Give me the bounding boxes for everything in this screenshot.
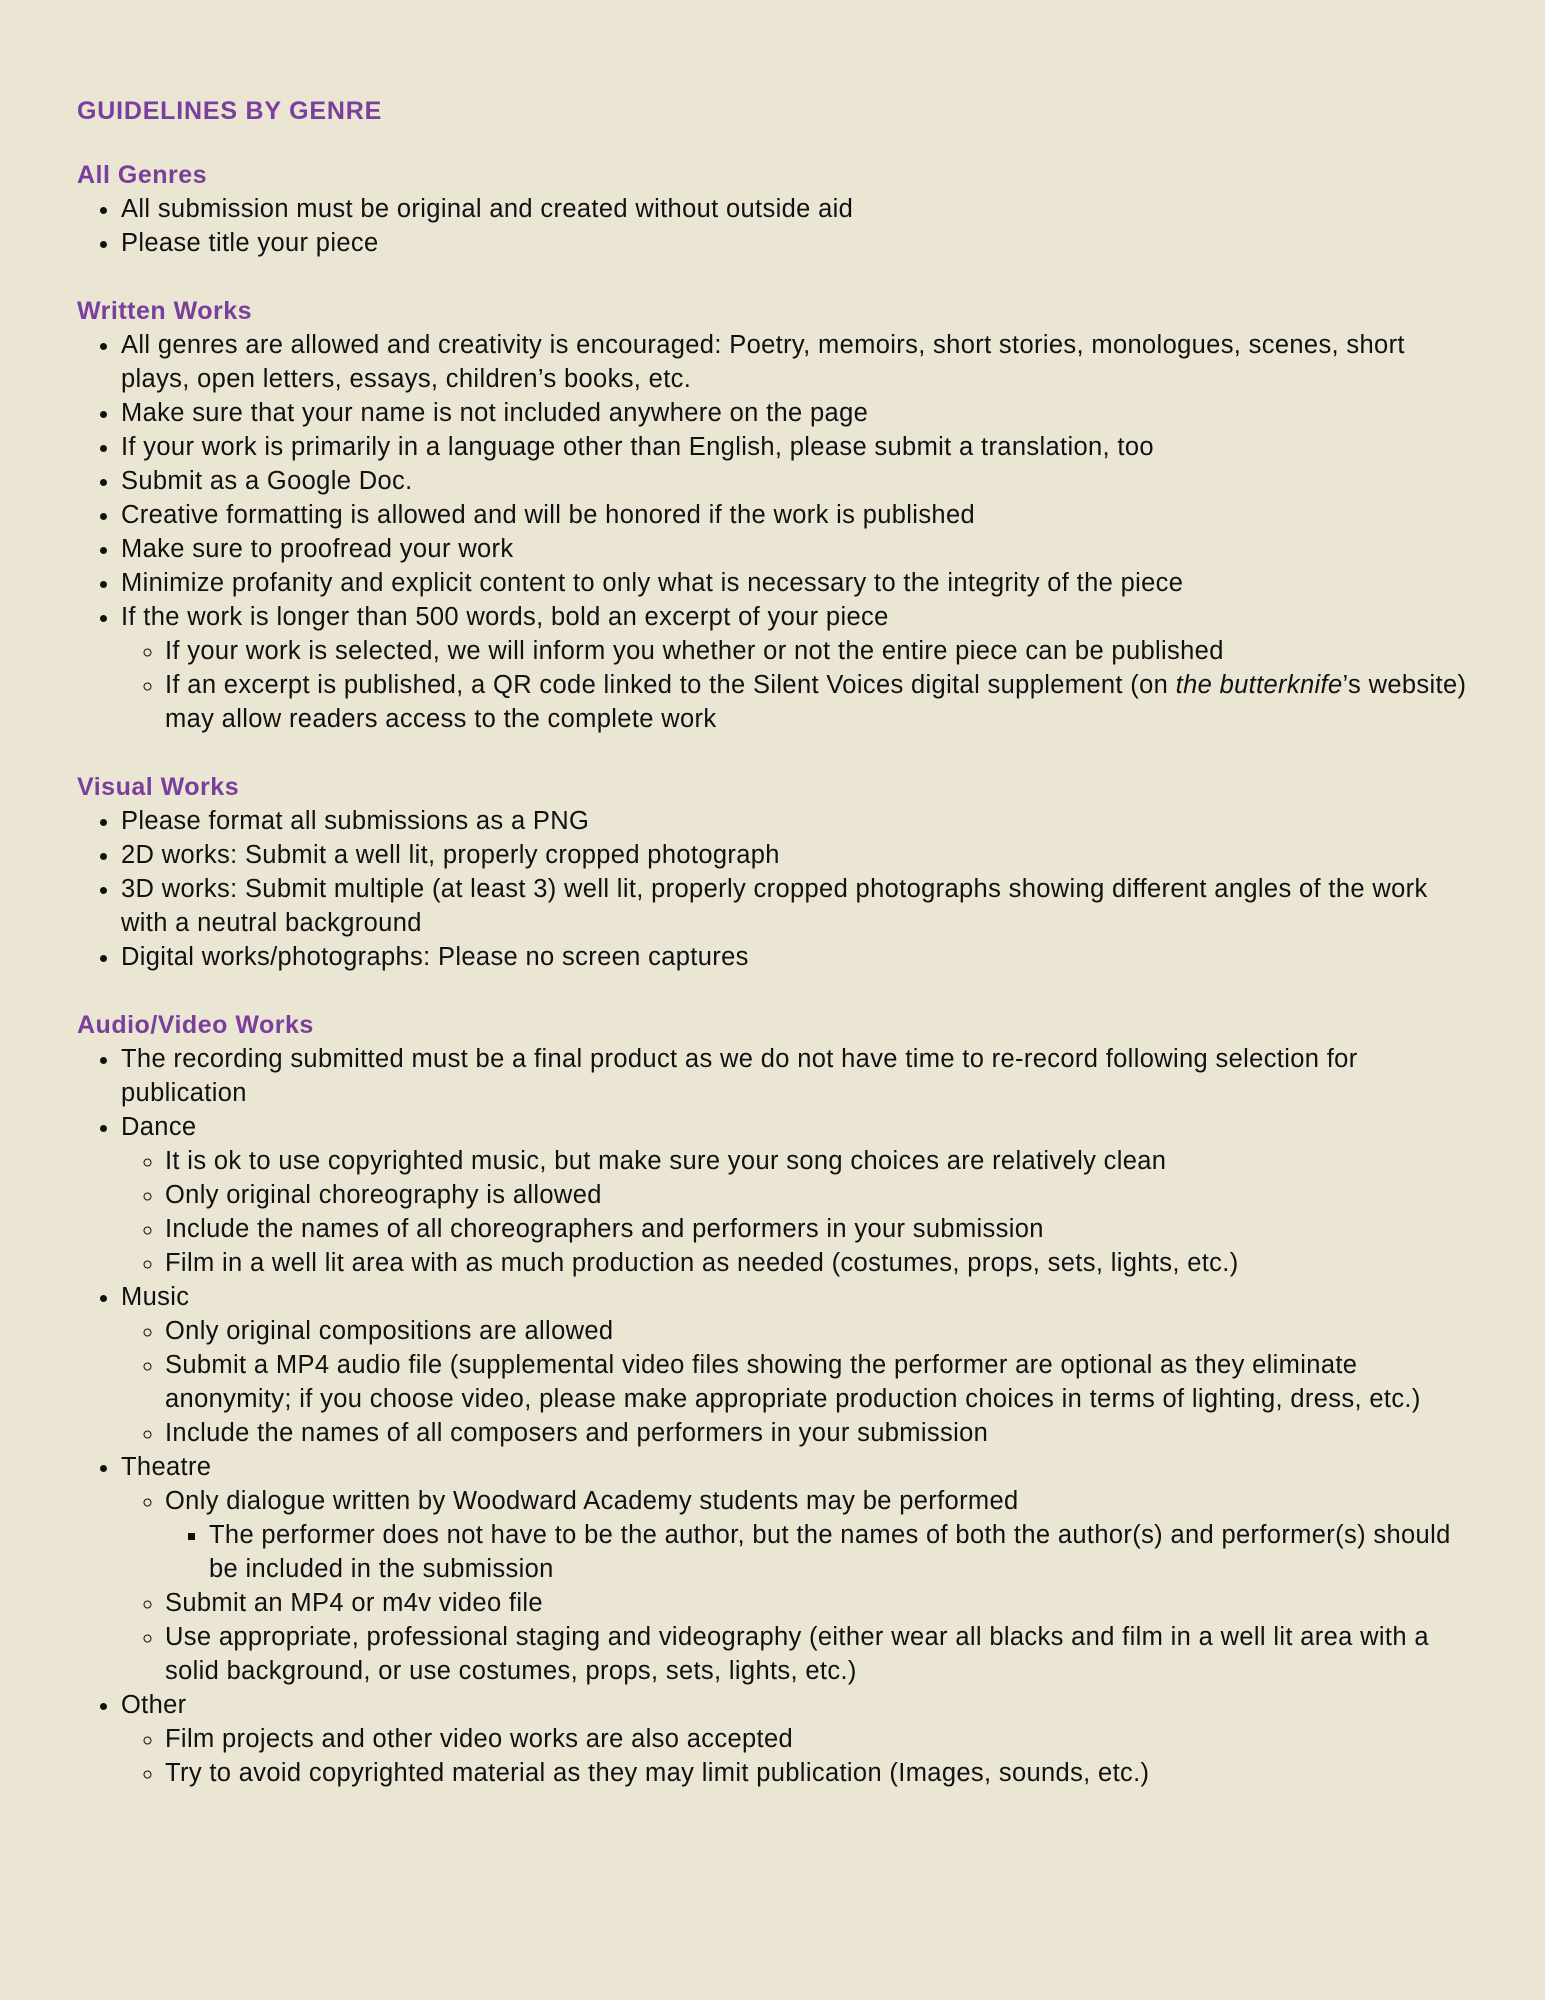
sub-sub-list-item: ▪ The performer does not have to be the author, but the names of both the author(s) and performer(s) should be included in the submission [209, 1518, 1477, 1586]
sub-list-item [165, 1484, 1477, 1586]
section-all-genres [77, 158, 1477, 260]
sub-list-item: ◦ Film projects and other video works are also accepted [165, 1722, 1477, 1756]
bullet-list [77, 1042, 1477, 1790]
section-visual-works [77, 770, 1477, 974]
list-item: • 2D works: Submit a well lit, properly cropped photograph [121, 838, 1477, 872]
sub-list-item: ◦ Use appropriate, professional staging and videography (either wear all blacks and film in a well lit area with a solid background, or use costumes, props, sets, lights, etc.) [165, 1620, 1477, 1688]
guidelines-document [77, 94, 1477, 1824]
list-item [121, 1450, 1477, 1688]
text-segment: ’s website) may allow readers access to the complete work [165, 671, 1467, 733]
list-item: • The recording submitted must be a final product as we do not have time to re-record following selection for publication [121, 1042, 1477, 1110]
publication-name: the butterknife [1175, 671, 1343, 699]
sub-list-item: ◦ Only original choreography is allowed [165, 1178, 1477, 1212]
sub-list-item: ◦ Include the names of all choreographers and performers in your submission [165, 1212, 1477, 1246]
bullet-list [77, 192, 1477, 260]
sub-list-item: ◦ Only original compositions are allowed [165, 1314, 1477, 1348]
list-item [121, 1110, 1477, 1280]
list-item-text: Theatre [121, 1453, 212, 1481]
list-item: • Make sure to proofread your work [121, 532, 1477, 566]
section-heading: Written Works [77, 297, 253, 325]
sub-sub-list [165, 1518, 1477, 1586]
bullet-list [77, 328, 1477, 736]
bullet-list [77, 804, 1477, 974]
document-title: GUIDELINES BY GENRE [77, 97, 383, 125]
sub-list-item: ◦ It is ok to use copyrighted music, but make sure your song choices are relatively clean [165, 1144, 1477, 1178]
text-segment: If an excerpt is published, a QR code linked to the Silent Voices digital supplement (on [165, 671, 1176, 699]
list-item: • 3D works: Submit multiple (at least 3) well lit, properly cropped photographs showing different angles of the work with a neutral background [121, 872, 1477, 940]
section-audio-video-works [77, 1008, 1477, 1790]
list-item-text: If the work is longer than 500 words, bold an excerpt of your piece [121, 603, 889, 631]
list-item-text: Music [121, 1283, 190, 1311]
section-heading: Visual Works [77, 773, 240, 801]
sub-list [121, 1484, 1477, 1688]
list-item: • All submission must be original and created without outside aid [121, 192, 1477, 226]
sub-list-item: ◦ Film in a well lit area with as much production as needed (costumes, props, sets, lights, etc.) [165, 1246, 1477, 1280]
sub-list-item: ◦ Include the names of all composers and performers in your submission [165, 1416, 1477, 1450]
sub-list-item: ◦ If your work is selected, we will inform you whether or not the entire piece can be published [165, 634, 1477, 668]
sub-list [121, 634, 1477, 736]
sub-list-item: ◦ Submit an MP4 or m4v video file [165, 1586, 1477, 1620]
list-item-text: Dance [121, 1113, 197, 1141]
list-item: • If your work is primarily in a language other than English, please submit a translation, too [121, 430, 1477, 464]
list-item: • Digital works/photographs: Please no screen captures [121, 940, 1477, 974]
list-item: • Make sure that your name is not included anywhere on the page [121, 396, 1477, 430]
sub-list-item: ◦ Try to avoid copyrighted material as they may limit publication (Images, sounds, etc.) [165, 1756, 1477, 1790]
section-heading: Audio/Video Works [77, 1011, 314, 1039]
sub-list [121, 1144, 1477, 1280]
list-item [121, 1688, 1477, 1790]
sub-list-item-text: Only dialogue written by Woodward Academy students may be performed [165, 1487, 1019, 1515]
sub-list-item [165, 668, 1477, 736]
list-item: • Minimize profanity and explicit content to only what is necessary to the integrity of the piece [121, 566, 1477, 600]
sub-list-item: ◦ Submit a MP4 audio file (supplemental video files showing the performer are optional as they eliminate anonymity; if you choose video, please make appropriate production choices in terms of lighting, dress, etc.) [165, 1348, 1477, 1416]
list-item: • All genres are allowed and creativity is encouraged: Poetry, memoirs, short stories, monologues, scenes, short plays, open letters, essays, children’s books, etc. [121, 328, 1477, 396]
list-item [121, 1280, 1477, 1450]
list-item: • Please format all submissions as a PNG [121, 804, 1477, 838]
section-heading: All Genres [77, 161, 208, 189]
section-written-works [77, 294, 1477, 736]
list-item: • Please title your piece [121, 226, 1477, 260]
list-item [121, 600, 1477, 736]
sub-list [121, 1722, 1477, 1790]
list-item: • Submit as a Google Doc. [121, 464, 1477, 498]
sub-list [121, 1314, 1477, 1450]
list-item-text: Other [121, 1691, 187, 1719]
list-item: • Creative formatting is allowed and will be honored if the work is published [121, 498, 1477, 532]
